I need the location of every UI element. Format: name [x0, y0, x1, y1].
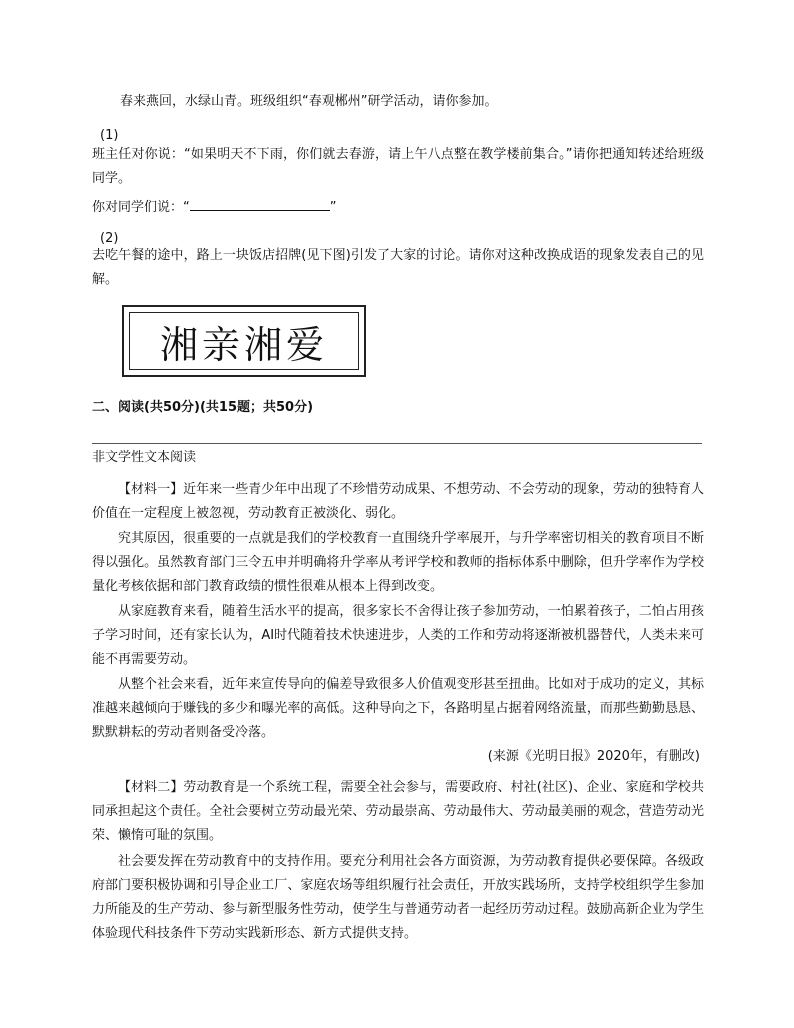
- section-divider: [92, 443, 702, 444]
- restaurant-sign-image: [122, 305, 366, 377]
- question-1-prompt: 班主任对你说：“如果明天不下雨，你们就去春游，请上午八点整在教学楼前集合。”请你把通知转述给班级同学。: [92, 147, 704, 186]
- material-2-paragraph-1: 【材料二】劳动教育是一个系统工程，需要全社会参与，需要政府、村社(社区)、企业、家庭和学校共同承担起这个责任。全社会要树立劳动最光荣、劳动最崇高、劳动最伟大、劳动最美丽的观念，营造劳动光荣、懒惰可耻的氛围。: [92, 780, 704, 843]
- material-1-paragraph-1: 【材料一】近年来一些青少年中出现了不珍惜劳动成果、不想劳动、不会劳动的现象，劳动的独特育人价值在一定程度上被忽视，劳动教育正被淡化、弱化。: [92, 482, 704, 521]
- restaurant-sign-text: 湘亲湘爱: [129, 312, 359, 370]
- answer-blank[interactable]: [190, 196, 330, 211]
- intro-text: 春来燕回，水绿山青。班级组织“春观郴州”研学活动，请你参加。: [120, 94, 498, 109]
- question-1-number: (1): [100, 128, 119, 143]
- answer-suffix: ”: [329, 200, 337, 215]
- question-2-number: (2): [100, 231, 119, 246]
- material-1-paragraph-3: 从家庭教育来看，随着生活水平的提高，很多家长不舍得让孩子参加劳动，一怕累着孩子，二怕占用孩子学习时间，还有家长认为，AI时代随着技术快速进步，人类的工作和劳动将逐渐被机器替代，人类未来可能不再需要劳动。: [92, 604, 704, 667]
- question-1-answer-line: [92, 196, 337, 219]
- section-title: 二、阅读(共50分)(共15题；共50分): [92, 400, 314, 415]
- answer-prefix: 你对同学们说：“: [92, 200, 190, 215]
- material-1-source: (来源《光明日报》2020年，有删改): [487, 749, 700, 764]
- material-2-paragraph-2: 社会要发挥在劳动教育中的支持作用。要充分利用社会各方面资源，为劳动教育提供必要保障。各级政府部门要积极协调和引导企业工厂、家庭农场等组织履行社会责任，开放实践场所，支持学校组织学生参加力所能及的生产劳动、参与新型服务性劳动，使学生与普通劳动者一起经历劳动过程。鼓励高新企业为学生体验现代科技条件下劳动实践新形态、新方式提供支持。: [92, 854, 704, 941]
- question-2-prompt: 去吃午餐的途中，路上一块饭店招牌(见下图)引发了大家的讨论。请你对这种改换成语的现象发表自己的见解。: [92, 248, 704, 287]
- subsection-title: 非文学性文本阅读: [92, 450, 197, 465]
- material-1-paragraph-4: 从整个社会来看，近年来宣传导向的偏差导致很多人价值观变形甚至扭曲。比如对于成功的定义，其标准越来越倾向于赚钱的多少和曝光率的高低。这种导向之下，各路明星占据着网络流量，而那些勤勤恳恳、默默耕耘的劳动者则备受冷落。: [92, 677, 704, 740]
- material-1-paragraph-2: 究其原因，很重要的一点就是我们的学校教育一直围绕升学率展开，与升学率密切相关的教育项目不断得以强化。虽然教育部门三令五申并明确将升学率从考评学校和教师的指标体系中删除，但升学率作为学校量化考核依据和部门教育政绩的惯性很难从根本上得到改变。: [92, 531, 704, 594]
